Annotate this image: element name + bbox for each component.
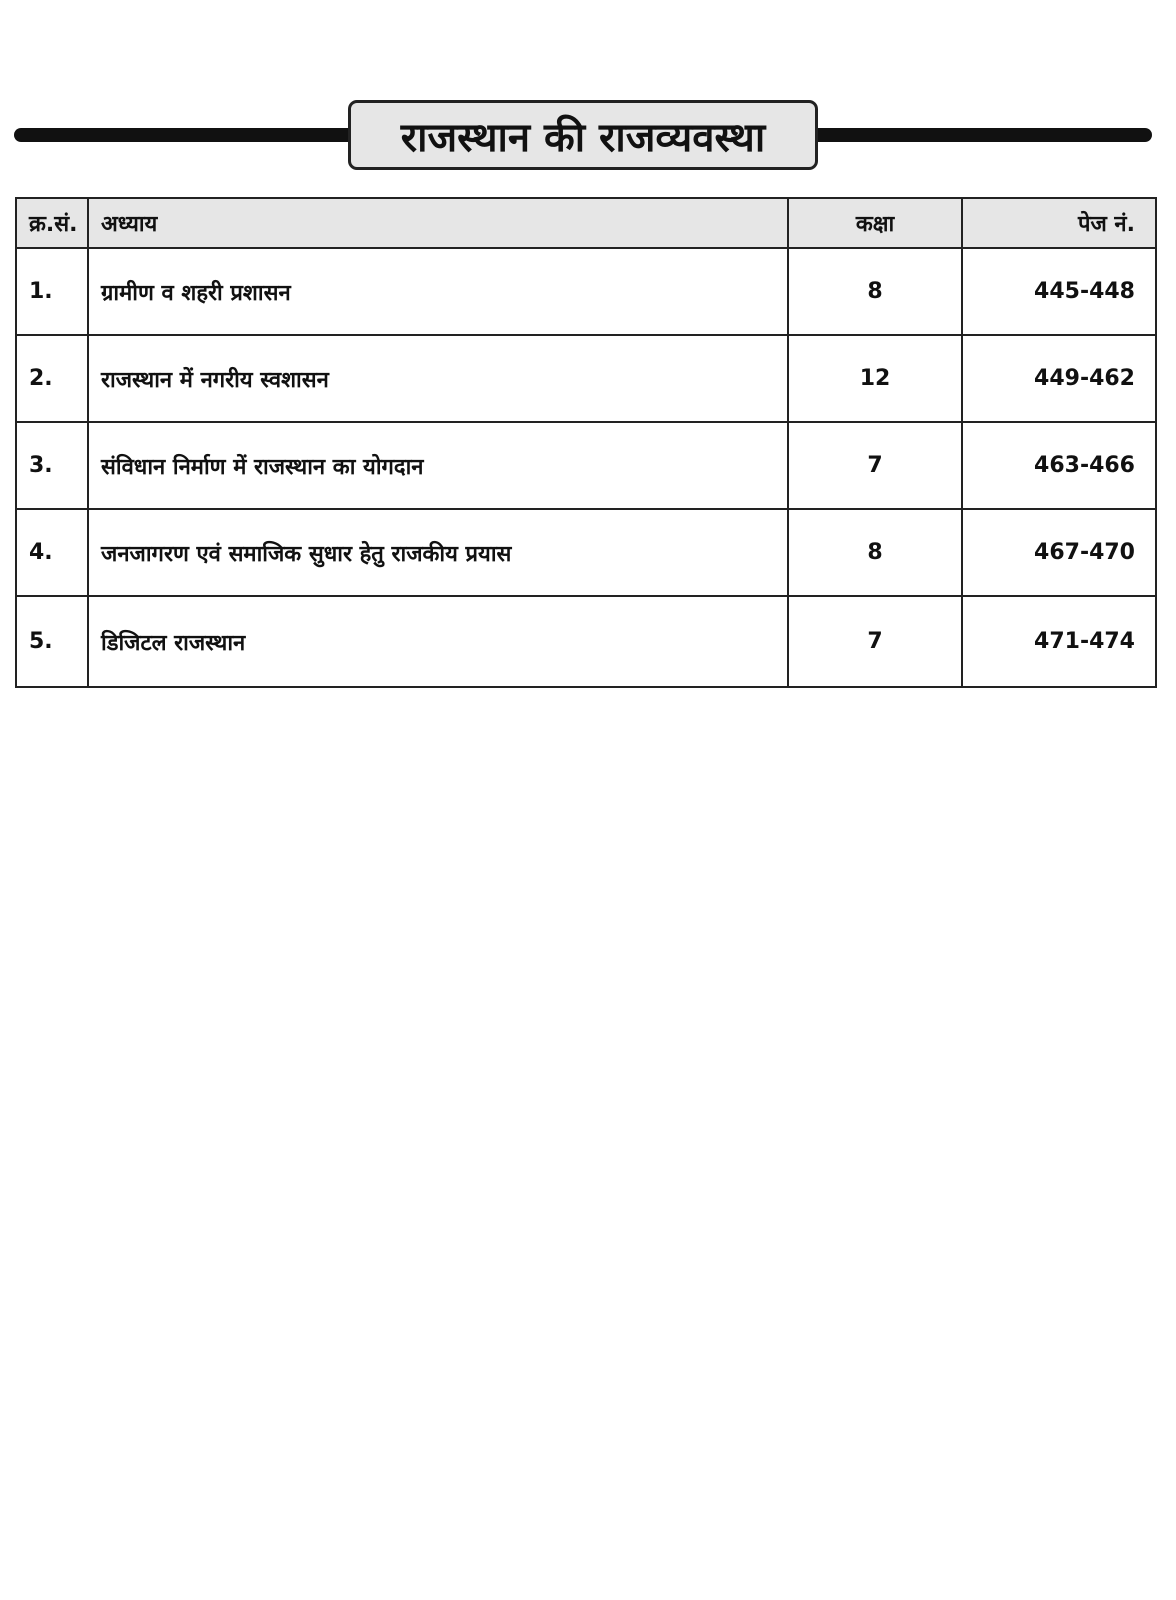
contents-table bbox=[15, 197, 1157, 688]
row-page: 463-466 bbox=[962, 422, 1156, 509]
table-row bbox=[16, 509, 1156, 596]
row-serial: 2. bbox=[16, 335, 88, 422]
row-serial: 3. bbox=[16, 422, 88, 509]
row-serial: 1. bbox=[16, 248, 88, 335]
title-box bbox=[348, 100, 818, 170]
row-class: 7 bbox=[788, 422, 962, 509]
table-header-row bbox=[16, 198, 1156, 248]
row-chapter: डिजिटल राजस्थान bbox=[88, 596, 788, 687]
row-chapter: राजस्थान में नगरीय स्वशासन bbox=[88, 335, 788, 422]
header-page: पेज नं. bbox=[962, 198, 1156, 248]
table-row bbox=[16, 596, 1156, 687]
row-class: 7 bbox=[788, 596, 962, 687]
header-class: कक्षा bbox=[788, 198, 962, 248]
row-chapter: संविधान निर्माण में राजस्थान का योगदान bbox=[88, 422, 788, 509]
page-title: राजस्थान की राजव्यवस्था bbox=[400, 114, 766, 161]
row-class: 12 bbox=[788, 335, 962, 422]
header-serial: क्र.सं. bbox=[16, 198, 88, 248]
row-class: 8 bbox=[788, 248, 962, 335]
table-row bbox=[16, 422, 1156, 509]
row-page: 445-448 bbox=[962, 248, 1156, 335]
row-page: 467-470 bbox=[962, 509, 1156, 596]
table-row bbox=[16, 335, 1156, 422]
row-chapter: ग्रामीण व शहरी प्रशासन bbox=[88, 248, 788, 335]
row-class: 8 bbox=[788, 509, 962, 596]
row-chapter: जनजागरण एवं समाजिक सुधार हेतु राजकीय प्रयास bbox=[88, 509, 788, 596]
row-serial: 4. bbox=[16, 509, 88, 596]
row-page: 449-462 bbox=[962, 335, 1156, 422]
row-page: 471-474 bbox=[962, 596, 1156, 687]
table-row bbox=[16, 248, 1156, 335]
header-chapter: अध्याय bbox=[88, 198, 788, 248]
row-serial: 5. bbox=[16, 596, 88, 687]
